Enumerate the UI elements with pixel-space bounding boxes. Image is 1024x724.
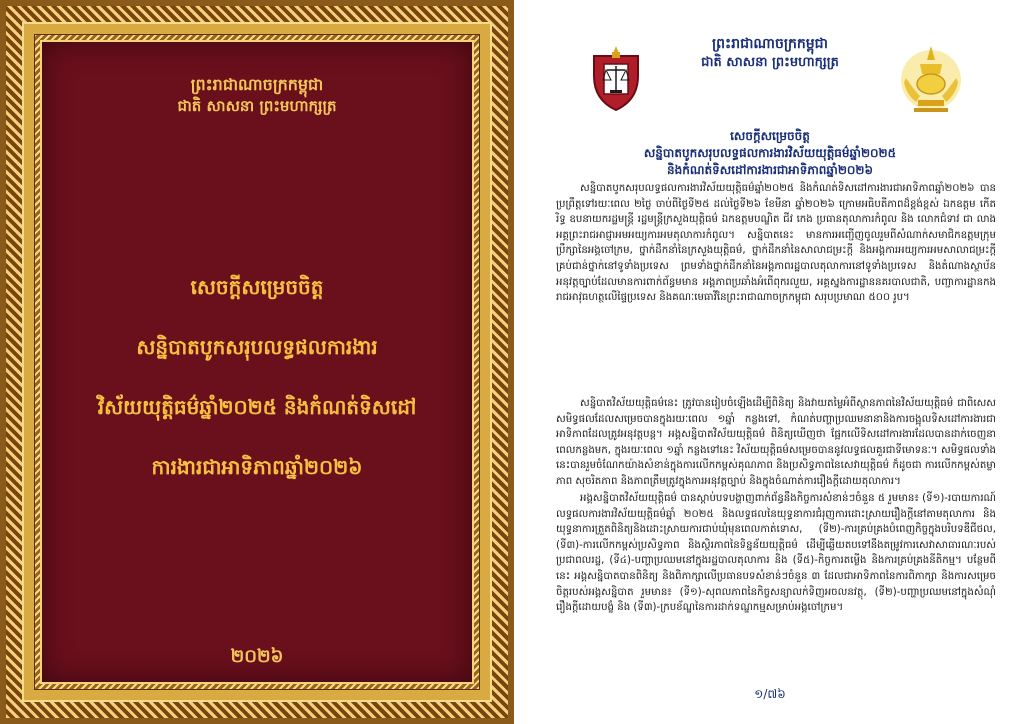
- page-number: ១/៧៦: [754, 687, 786, 701]
- cover-year: ២០២៦: [230, 646, 284, 667]
- cover-title-line-2: សន្និបាតបូកសរុបលទ្ធផលការងារ: [136, 335, 378, 359]
- cover-motto: ជាតិ សាសនា ព្រះមហាក្សត្រ: [177, 97, 337, 115]
- document-paragraph-1: សន្និបាតបូកសរុបលទ្ធផលការងារវិស័យយុត្តិធម៌ឆ្នាំ២០២៥ និងកំណត់ទិសដៅការងារជាអាទិភាពឆ្នាំ២០២៦ បានប្រព្រឹត្តទៅរយៈពេល ២ថ្ងៃ ចាប់ពីថ្ងៃទី២៥ ដល់ថ្ងៃទី២៦ ខែមីនា ឆ្នាំ២០២៦ ក្រោមអធិបតីភាពដ៏ខ្ពង់ខ្ពស់ ឯកឧត្តម កើត រិទ្ធ ឧបនាយករដ្ឋមន្ត្រី រដ្ឋមន្ត្រីក្រសួងយុត្តិធម៌ ឯកឧត្តមបណ្ឌិត ជីវ កេង ប្រធានតុលាការកំពូល និង លោកជំទាវ ជា លាង អគ្គព្រះរាជអាជ្ញាអមអយ្យការអមតុលាការកំពូល។ សន្និបាតនេះ មានការអញ្ជើញចូលរួមពីសំណាក់សមាជិកឧត្តមក្រុមប្រឹក្សានៃអង្គចៅក្រម, ថ្នាក់ដឹកនាំនៃក្រសួងយុត្តិធម៌, ថ្នាក់ដឹកនាំនៃសាលាជម្រះក្តី និងអង្គការអយ្យការអមសាលាជម្រះក្តីគ្រប់ជាន់ថ្នាក់នៅទូទាំងប្រទេស ព្រមទាំងថ្នាក់ដឹកនាំនៃអង្គភាពរដ្ឋបាលតុលាការនៅទូទាំងប្រទេស និងតំណាងស្ថាប័នអនុវត្តច្បាប់ដែលមានការពាក់ព័ន្ធមមាន អង្គភាពប្រឆាំងអំពើពុករលួយ, អគ្គស្នងការដ្ឋាននគរបាលជាតិ, បញ្ជាការដ្ឋានកងរាជអាវុធហត្ថលើផ្ទៃប្រទេស និងគណៈមេធាវីនៃព្រះរាជាណាចក្រកម្ពុជា សរុបប្រមាណ ៥០០ រូប។: [556, 183, 996, 304]
- document-title-line-3: និងកំណត់ទិសដៅការងារជាអាទិភាពឆ្នាំ២០២៦: [667, 163, 873, 177]
- cover-title-line-4: ការងារជាអាទិភាពឆ្នាំ២០២៦: [151, 455, 363, 479]
- cover-title-line-1: សេចក្ដីសម្រេចចិត្ត: [190, 275, 324, 299]
- cover-panel: [40, 40, 474, 684]
- document-paragraph-3: អង្គសន្និបាតវិស័យយុត្តិធម៌ បានស្ដាប់បទបង្ហាញពាក់ព័ន្ធនឹងកិច្ចការសំខាន់ៗចំនួន ៥ រួមមាន៖ (ទី១)-របាយការណ៍លទ្ធផលការងារវិស័យយុត្តិធម៌ឆ្នាំ ២០២៥ និងលទ្ធផលនៃយុទ្ធនាការជំរុញការដោះស្រាយរឿងក្តីនៅតាមតុលាការ និងយុទ្ធនាការត្រួតពិនិត្យនិងដោះស្រាយការជាប់ឃុំមុនពេលកាត់ទោស, (ទី២)-ការគ្រប់គ្រងបំពេញកិច្ចក្នុងបរិបទឌីជីថល, (ទី៣)-ការលើកកម្ពស់ប្រសិទ្ធភាព និងស្ថិរភាពនៃទិន្នន័យយុត្តិធម៌ ដើម្បីឆ្លើយតបទៅនឹងតម្រូវការសេវាសាធារណៈរបស់ប្រជាពលរដ្ឋ, (ទី៤)-បញ្ហាប្រឈមនៅក្នុងរដ្ឋបាលតុលាការ និង (ទី៥)-កិច្ចការតម្លើង និងការគ្រប់គ្រងនីតិកម្ម។ បន្ថែមពីនេះ អង្គសន្និបាតបានពិនិត្យ និងពិភាក្សាលើប្រធានបទសំខាន់ៗចំនួន ៣ ដែលជាអាទិភាពនៃការពិភាក្សា និងការសម្រេចចិត្តរបស់អង្គសន្និបាត រួមមាន៖ (ទី១)-សុពលភាពនៃកិច្ចសន្យាលក់ទិញអចលនវត្ថុ, (ទី២)-បញ្ហាប្រឈមនៅក្នុងសំណុំរឿងក្តីដោយបង្ខំ និង (ទី៣)-ក្របខ័ណ្ឌនៃការដាក់ទណ្ឌកម្មសម្រាប់អង្គចៅក្រម។: [556, 493, 996, 614]
- document-title-line-1: សេចក្តីសម្រេចចិត្ត: [730, 129, 810, 143]
- document-paragraph-2: សន្និបាតវិស័យយុត្តិធម៌នេះ ត្រូវបានរៀបចំឡើងដើម្បីពិនិត្យ និងវាយតម្លៃអំពីស្ថានភាពនៃវិស័យយុត្តិធម៌ ជាពិសេស សមិទ្ធផលដែលសម្រេចបានក្នុងរយៈពេល ១ឆ្នាំ កន្លងទៅ, កំណត់បញ្ហាប្រឈមនានានិងការចង្អុលទិសដៅការងារជាអាទិភាពដែលត្រូវអនុវត្តបន្ត។ អង្គសន្និបាតវិស័យយុត្តិធម៌ ពិនិត្យឃើញថា ផ្អែកលើទិសដៅការងារដែលបានដាក់ចេញនាពេលកន្លងមក, ក្នុងរយៈពេល ១ឆ្នាំ កន្លងទៅនេះ វិស័យយុត្តិធម៌សម្រេចបាននូវលទ្ធផលគួរជាទីមោទនៈ។ សមិទ្ធផលទាំងនេះបានរួមចំណែកយ៉ាងសំខាន់ក្នុងការលើកកម្ពស់គុណភាព និងប្រសិទ្ធភាពនៃសេវាយុត្តិធម៌ ក៏ដូចជា ការលើកកម្ពស់តម្លាភាព សុចរិតភាព និងភាពត្រឹមត្រូវក្នុងការអនុវត្តច្បាប់ និងក្នុងចំណាត់ការរឿងក្តីដោយតុលាការ។: [556, 398, 996, 487]
- document-title-line-2: សន្និបាតបូកសរុបលទ្ធផលការងារវិស័យយុត្តិធម៌ឆ្នាំ២០២៥: [643, 146, 897, 160]
- document-page: [516, 0, 1024, 724]
- document-kingdom: ព្រះរាជាណាចក្រកម្ពុជា: [711, 36, 828, 52]
- cover-title-line-3: វិស័យយុត្តិធម៌ឆ្នាំ២០២៥ និងកំណត់ទិសដៅ: [97, 395, 417, 419]
- document-motto: ជាតិ សាសនា ព្រះមហាក្សត្រ: [701, 55, 839, 70]
- cover-kingdom: ព្រះរាជាណាចក្រកម្ពុជា: [190, 75, 324, 94]
